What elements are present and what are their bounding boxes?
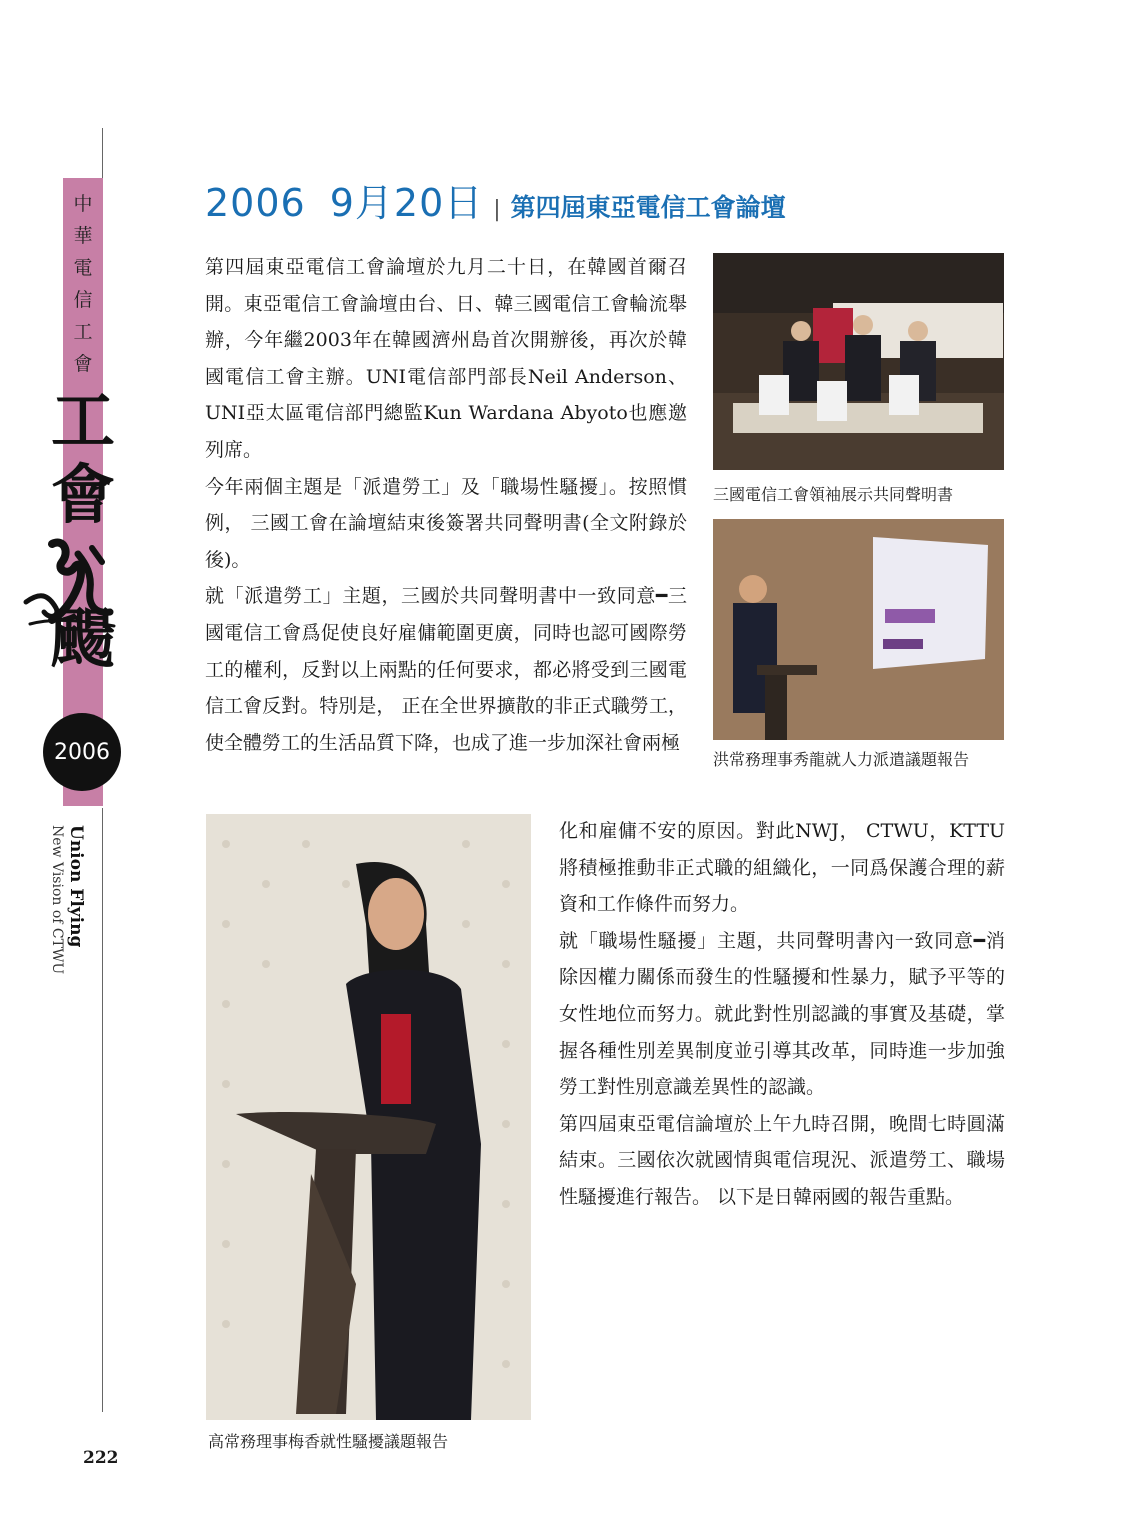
sidebar-title-char: 颺	[51, 602, 115, 677]
heading-date: 9月20日	[329, 181, 484, 225]
english-title-line1: Union Flying	[66, 825, 86, 948]
sidebar-english-title	[45, 825, 85, 985]
margin-rule-top	[102, 128, 103, 178]
paragraph: 就「職場性騷擾」主題，共同聲明書內一致同意━消除因權力關係而發生的性騷擾和性暴力，賦予平等的女性地位而努力。就此對性別認識的事實及基礎，掌握各種性別差異制度並引導其改革，同時進一步加強勞工對性別意識差異性的認識。	[559, 929, 1005, 1099]
paragraph: 化和雇傭不安的原因。對此NWJ， CTWU，KTTU將積極推動非正式職的組織化，一同爲保護合理的薪資和工作條件而努力。	[559, 820, 1005, 916]
photo-caption: 三國電信工會領袖展示共同聲明書	[713, 485, 954, 504]
heading-title: 第四屆東亞電信工會論壇	[510, 193, 786, 222]
sidebar-char: 華	[73, 225, 93, 247]
page-number: 222	[83, 1448, 119, 1468]
paragraph: 第四屆東亞電信論壇於上午九時召開，晚間七時圓滿結束。三國依次就國情與電信現況、派遣勞工、職場性騷擾進行報告。 以下是日韓兩國的報告重點。	[559, 1112, 1005, 1208]
sidebar-char: 電	[73, 257, 93, 279]
photo-woman-speaker	[206, 814, 531, 1420]
calligraphy-logo	[22, 528, 118, 632]
sidebar-title-char: 工	[51, 384, 115, 459]
sidebar-title-char: 會	[51, 458, 115, 533]
photo-speaker-podium	[713, 519, 1004, 740]
paragraph: 就「派遣勞工」主題，三國於共同聲明書中一致同意━三國電信工會爲促使良好雇傭範圍更廣，同時也認可國際勞工的權利，反對以上兩點的任何要求，都必將受到三國電信工會反對。特別是， 正在全世界擴散的非正式職勞工， 使全體勞工的生活品質下降，也成了進一步加深社會兩極	[205, 585, 687, 754]
heading-separator: |	[493, 197, 501, 222]
paragraph: 第四屆東亞電信工會論壇於九月二十日，在韓國首爾召開。東亞電信工會論壇由台、日、韓三國電信工會輪流舉辦，今年繼2003年在韓國濟州島首次開辦後，再次於韓國電信工會主辦。UNI電信部門部長Neil Anderson、UNI亞太區電信部門總監Kun Wardana Abyoto也應邀列席。	[205, 256, 687, 461]
sidebar-char: 信	[73, 289, 93, 311]
article-heading	[205, 172, 786, 225]
photo-signing-ceremony	[713, 253, 1004, 470]
english-title-line2: New Vision of CTWU	[49, 825, 65, 975]
sidebar-char: 會	[73, 353, 93, 375]
sidebar-char: 中	[73, 193, 93, 215]
body-column-1	[205, 249, 687, 761]
photo-caption: 高常務理事梅香就性騷擾議題報告	[208, 1432, 449, 1451]
sidebar-char: 工	[73, 321, 93, 343]
photo-caption: 洪常務理事秀龍就人力派遣議題報告	[713, 750, 970, 769]
sidebar-vertical-label	[63, 188, 103, 380]
paragraph: 今年兩個主題是「派遣勞工」及「職場性騷擾」。按照慣例， 三國工會在論壇結束後簽署共同聲明書(全文附錄於後)。	[205, 475, 687, 571]
heading-year: 2006	[205, 181, 306, 225]
body-column-2	[559, 813, 1005, 1216]
margin-rule-bottom	[102, 808, 103, 1412]
sidebar-year-badge: 2006	[43, 713, 121, 791]
